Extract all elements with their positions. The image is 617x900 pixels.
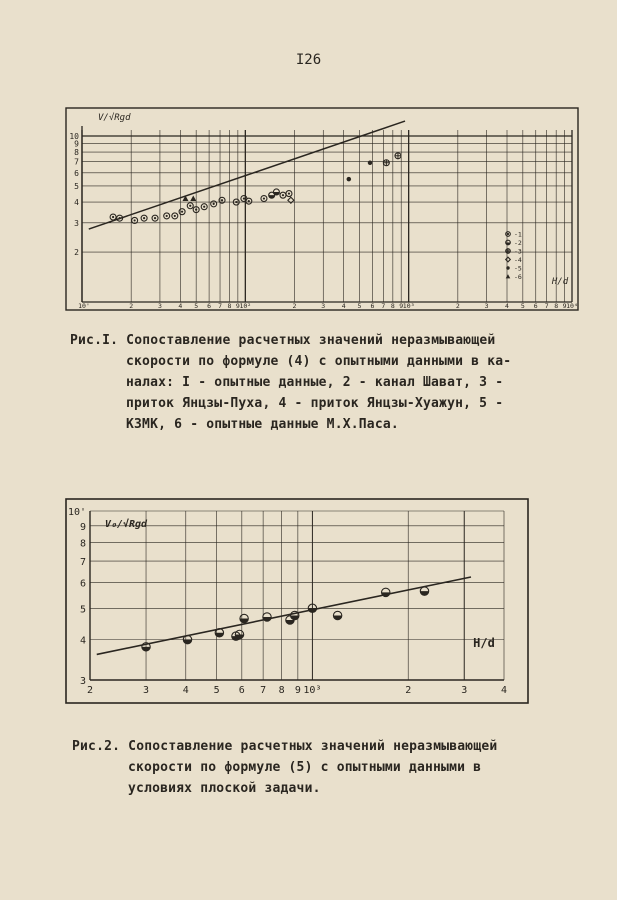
- figure-1-x-tick-label: 2: [455, 302, 460, 310]
- marker-circle-dot-center: [288, 192, 290, 194]
- figure-1-y-tick-label: 4: [74, 198, 79, 208]
- figure-1-x-tick-label: 7: [544, 302, 549, 310]
- figure-1-frame: [66, 108, 578, 310]
- figure-1-legend-label: -6: [514, 273, 522, 281]
- figure-1-x-tick-label: 2: [129, 302, 134, 310]
- figure-1-y-tick-label: 7: [74, 157, 79, 167]
- figure-1-y-axis-label: V/√Rgd: [98, 113, 131, 123]
- figure-1-x-tick-label: 4: [178, 302, 183, 310]
- marker-circle-dot-center: [243, 197, 245, 199]
- figure-2-x-tick-label: 4: [500, 685, 508, 696]
- figure-1-caption: [70, 330, 590, 435]
- figure-1-y-tick-label: 10: [69, 132, 79, 141]
- figure-1-x-tick-label: 6: [207, 302, 212, 310]
- figure-1-x-tick-label: 8: [390, 302, 395, 310]
- figure-1-x-tick-label: 7: [218, 302, 222, 310]
- marker-circle-dot-center: [154, 217, 156, 219]
- figure-2-y-tick-label: 5: [79, 604, 86, 616]
- figure-2-x-tick-label: 7: [260, 685, 267, 696]
- figure-1-x-tick-label: 10': [78, 302, 90, 310]
- figure-2-x-tick-label: 2: [86, 685, 94, 696]
- figure-1-caption-line: приток Янцзы-Пуха, 4 - приток Янцзы-Хуажун, 5 -: [126, 396, 504, 411]
- figure-2-x-tick-label: 2: [405, 685, 412, 696]
- marker-circle-dot-center: [134, 219, 136, 221]
- marker-circle-dot-center: [235, 201, 237, 203]
- marker-circle-dot-center: [203, 206, 205, 208]
- marker-diamond: [288, 197, 294, 203]
- figure-2-y-tick-label: 3: [79, 676, 86, 687]
- figure-1-x-tick-label: 6: [533, 302, 538, 310]
- marker-triangle: [506, 274, 511, 278]
- figure-1-x-tick-label: 5: [357, 302, 362, 310]
- figure-1-x-tick-label: 8: [227, 302, 232, 310]
- figure-1-x-tick-label: 5: [520, 302, 525, 310]
- marker-circle-dot-center: [119, 217, 121, 219]
- marker-diamond: [506, 257, 511, 262]
- figure-2-x-tick-label: 9: [294, 685, 301, 696]
- figure-1-x-tick-label: 9: [562, 302, 567, 310]
- figure-1-x-tick-label: 5: [194, 302, 199, 310]
- figure-1-caption-line: скорости по формуле (4) с опытными данными в ка-: [126, 354, 512, 369]
- figure-2-y-tick-label: 4: [79, 635, 86, 647]
- figure-1-y-tick-label: 2: [74, 248, 79, 258]
- figure-1-caption-line: налах: I - опытные данные, 2 - канал Шават, 3 -: [126, 375, 504, 390]
- figure-1-x-tick-label: 9: [399, 302, 404, 310]
- figure-1-caption-line: Рис.I. Сопоставление расчетных значений неразмывающей: [70, 333, 496, 348]
- figure-1-x-tick-label: 10⁴: [566, 302, 578, 310]
- figure-2-caption-line: Рис.2. Сопоставление расчетных значений неразмывающей: [72, 739, 498, 754]
- figure-1-legend-label: -1: [514, 230, 522, 239]
- figure-1-x-tick-label: 2: [292, 302, 297, 310]
- figure-2-x-tick-label: 3: [143, 685, 150, 696]
- figure-1-y-tick-label: 9: [74, 139, 79, 149]
- marker-filled-dot: [368, 161, 373, 166]
- marker-filled-dot: [347, 177, 352, 182]
- figure-2-x-tick-label: 10³: [303, 685, 322, 696]
- figure-1-fit-line: [89, 121, 405, 229]
- marker-circle-dot-center: [143, 217, 145, 219]
- figure-2-x-tick-label: 3: [461, 685, 468, 696]
- figure-1-x-tick-label: 4: [505, 302, 509, 310]
- figure-2-fit-line: [97, 577, 471, 654]
- figure-1-plot: [60, 106, 582, 312]
- marker-triangle: [190, 196, 196, 201]
- figure-2-y-tick-label: 6: [79, 578, 86, 590]
- figure-2-chart: [64, 497, 530, 705]
- figure-2-x-tick-label: 8: [278, 685, 285, 696]
- figure-1-y-tick-label: 6: [74, 168, 79, 178]
- figure-1-x-tick-label: 3: [157, 302, 162, 310]
- marker-circle-dot-center: [263, 197, 265, 199]
- marker-circle-dot-center: [189, 205, 191, 207]
- marker-circle-dot-center: [221, 199, 223, 201]
- marker-circle-dot-center: [213, 203, 215, 205]
- figure-1-chart: [60, 106, 582, 312]
- figure-2-caption: [72, 736, 592, 799]
- marker-circle-dot-center: [112, 216, 114, 218]
- figure-2-x-tick-label: 5: [213, 685, 220, 696]
- figure-1-y-tick-label: 3: [74, 218, 79, 228]
- marker-circle-dot-center: [181, 211, 183, 213]
- figure-2-plot: [64, 497, 530, 705]
- figure-2-x-axis-label: H/d: [473, 636, 495, 650]
- figure-1-y-tick-label: 8: [74, 148, 79, 158]
- figure-1-x-tick-label: 10³: [402, 302, 415, 310]
- figure-2-caption-line: скорости по формуле (5) с опытными данными в: [128, 760, 482, 775]
- figure-2-x-tick-label: 4: [182, 685, 189, 696]
- figure-1-x-tick-label: 3: [321, 302, 326, 310]
- figure-1-x-tick-label: 4: [341, 302, 346, 310]
- figure-1-x-axis-label: H/d: [551, 277, 569, 287]
- figure-1-caption-line: КЗМК, 6 - опытные данные М.Х.Паса.: [126, 417, 399, 432]
- marker-circle-dot-center: [195, 209, 197, 211]
- marker-circle-dot-center: [248, 200, 250, 202]
- page-number: I26: [295, 52, 322, 68]
- marker-circle-dot-center: [282, 194, 284, 196]
- figure-1-legend-label: -3: [514, 247, 522, 256]
- figure-2-y-tick-label: 10': [67, 507, 86, 518]
- figure-1-x-tick-label: 7: [381, 302, 386, 310]
- figure-1-legend-label: -5: [514, 264, 522, 273]
- figure-2-y-axis-label: V₀/√Rgd: [104, 519, 148, 530]
- marker-circle-dot-center: [166, 215, 168, 217]
- marker-circle-dot-center: [507, 233, 509, 235]
- figure-2-caption-line: условиях плоской задачи.: [128, 781, 321, 796]
- figure-2-y-tick-label: 9: [79, 521, 86, 533]
- figure-1-y-tick-label: 5: [74, 181, 79, 191]
- figure-1-legend-label: -4: [514, 256, 522, 264]
- figure-1-x-tick-label: 6: [370, 302, 375, 310]
- figure-1-x-tick-label: 9: [235, 302, 240, 310]
- marker-filled-dot: [506, 266, 509, 269]
- figure-1-x-tick-label: 8: [554, 302, 559, 310]
- figure-2-y-tick-label: 8: [79, 538, 86, 550]
- marker-circle-dot-center: [174, 215, 176, 217]
- figure-2-x-tick-label: 6: [238, 685, 245, 696]
- figure-2-y-tick-label: 7: [79, 557, 86, 569]
- figure-1-x-tick-label: 10²: [239, 302, 252, 310]
- figure-1-x-tick-label: 3: [484, 302, 489, 310]
- figure-1-legend-label: -2: [514, 239, 522, 247]
